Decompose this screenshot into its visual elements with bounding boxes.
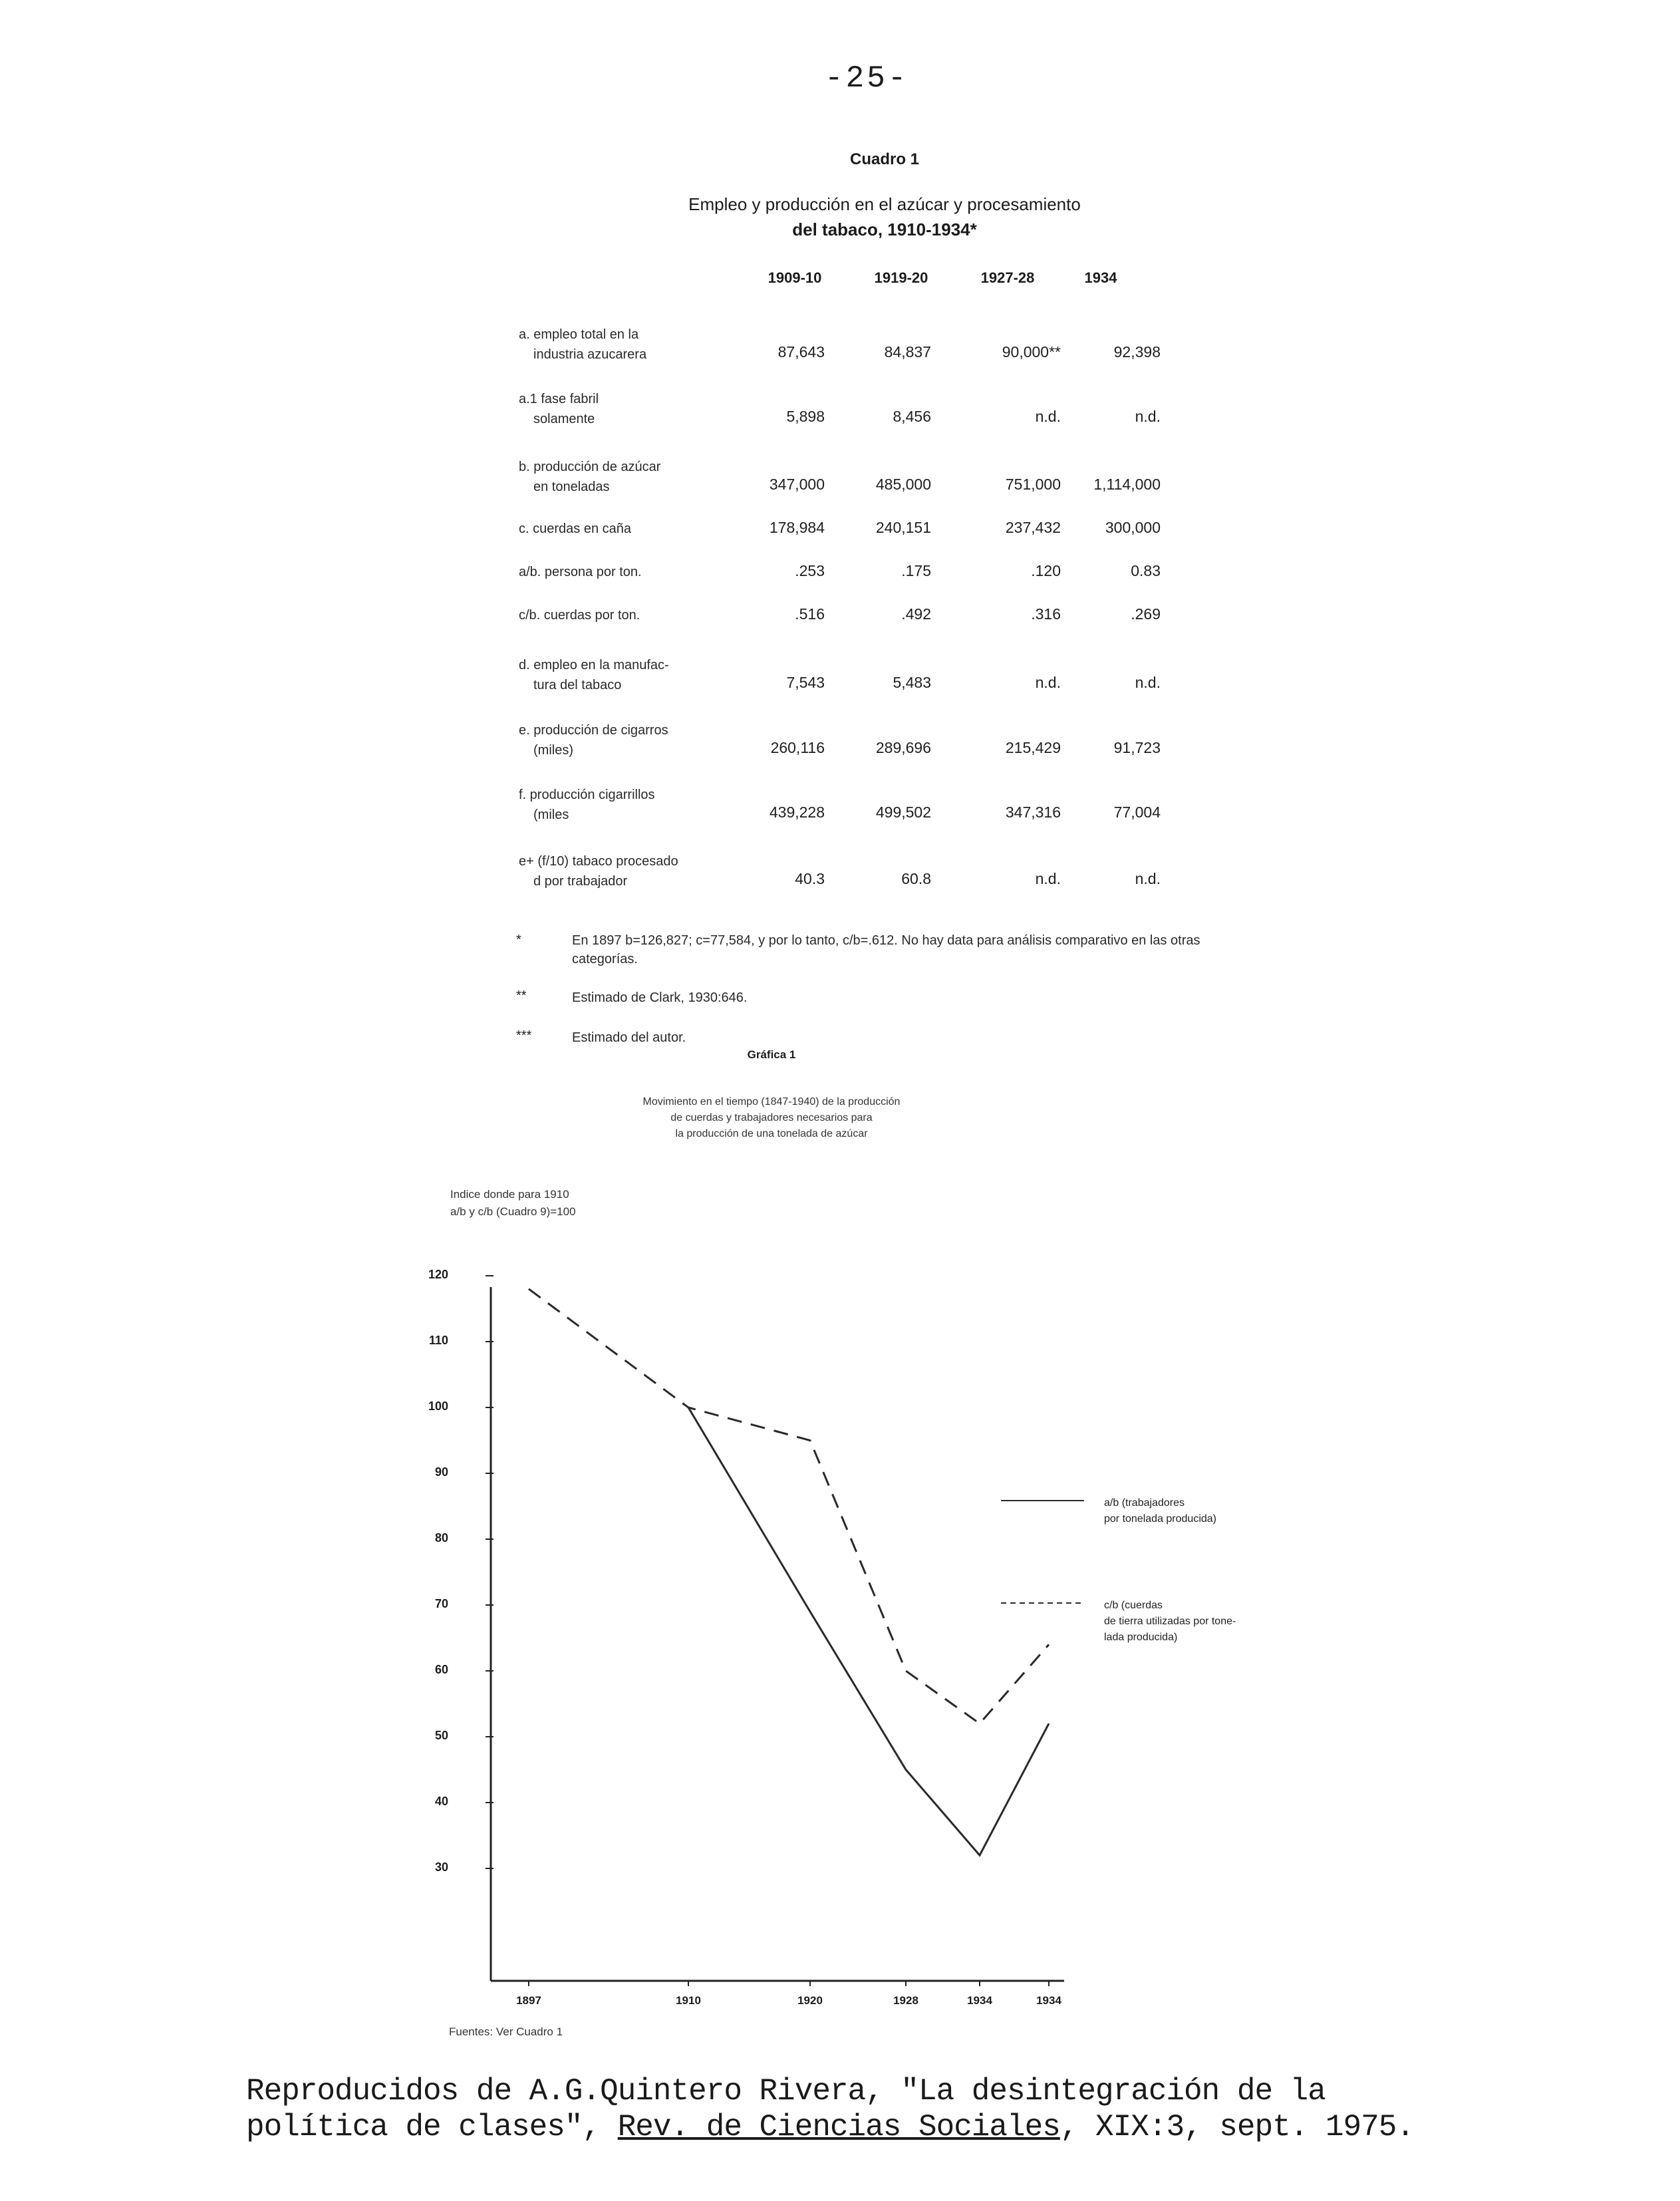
row-label-line: a/b. persona por ton. xyxy=(519,565,642,579)
y-axis-note: a/b y c/b (Cuadro 9)=100 xyxy=(450,1205,576,1218)
citation-text: política de clases", xyxy=(246,2110,618,2144)
y-tick-label: 60 xyxy=(434,1663,448,1676)
table-cell: n.d. xyxy=(1035,674,1061,691)
table-cell: 751,000 xyxy=(1005,476,1061,493)
table-cell: 237,432 xyxy=(1005,519,1061,536)
y-tick-label: 100 xyxy=(428,1399,448,1413)
table-cell: 60.8 xyxy=(901,870,931,887)
table-subtitle-years: del tabaco, 1910-1934* xyxy=(792,220,977,239)
row-label-line: (miles xyxy=(533,807,569,822)
table-cell: 92,398 xyxy=(1113,343,1161,361)
row-label-line: e. producción de cigarros xyxy=(519,723,668,738)
row-label-line: c. cuerdas en caña xyxy=(519,521,631,536)
row-label-line: d por trabajador xyxy=(533,874,628,889)
y-tick-label: 80 xyxy=(434,1531,448,1544)
y-tick-label: 90 xyxy=(434,1465,448,1479)
y-tick-label: 110 xyxy=(428,1334,448,1347)
legend-label: a/b (trabajadores xyxy=(1104,1497,1185,1509)
table-cell: 300,000 xyxy=(1105,519,1161,536)
page-number: -25- xyxy=(825,61,909,96)
table-cell: 84,837 xyxy=(884,343,931,361)
legend-cb xyxy=(1104,1598,1236,1646)
table-cell: 40.3 xyxy=(795,870,825,887)
row-label-line: c/b. cuerdas por ton. xyxy=(519,608,640,623)
column-header: 1919-20 xyxy=(874,269,928,286)
row-label-line: a.1 fase fabril xyxy=(519,392,599,406)
table-cell: 1,114,000 xyxy=(1093,476,1161,493)
table-cell: n.d. xyxy=(1035,870,1061,887)
x-tick-label: 1910 xyxy=(676,1994,701,2007)
row-label-line: f. producción cigarrillos xyxy=(519,788,655,802)
footnote-text: En 1897 b=126,827; c=77,584, y por lo tanto, c/b=.612. No hay data para análisis comparativo en las otras categorías. xyxy=(572,933,1200,966)
y-tick-label: 50 xyxy=(434,1729,448,1742)
row-label-line: tura del tabaco xyxy=(533,678,622,692)
x-tick-label: 1934 xyxy=(1036,1994,1061,2007)
row-label-line: industria azucarera xyxy=(533,347,647,362)
x-tick-label: 1928 xyxy=(893,1994,918,2007)
table-cell: 289,696 xyxy=(875,739,931,756)
y-axis-note: Indice donde para 1910 xyxy=(450,1188,569,1201)
table-cell: 90,000** xyxy=(1002,343,1061,361)
table-cell: .492 xyxy=(901,605,931,623)
table-cell: 347,316 xyxy=(1005,804,1061,821)
table-cell: 77,004 xyxy=(1113,804,1161,821)
row-label-line: en toneladas xyxy=(533,480,610,494)
table-cell: n.d. xyxy=(1135,408,1161,425)
footnote-text: Estimado del autor. xyxy=(572,1030,686,1045)
table-cell: n.d. xyxy=(1035,408,1061,425)
y-tick-label: 30 xyxy=(434,1860,448,1874)
table-cell: 7,543 xyxy=(786,674,825,691)
legend-label: de tierra utilizadas por tone- xyxy=(1104,1616,1236,1627)
journal-title: Rev. de Ciencias Sociales xyxy=(617,2110,1060,2144)
table-cell: 5,483 xyxy=(893,674,931,691)
legend-label: por tonelada producida) xyxy=(1104,1513,1217,1525)
table-cell: 240,151 xyxy=(875,519,931,536)
table-cell: 8,456 xyxy=(893,408,931,425)
legend-ab xyxy=(1104,1495,1216,1527)
row-label-line: b. producción de azúcar xyxy=(519,460,661,474)
table-cell: n.d. xyxy=(1135,870,1161,887)
table-cell: .120 xyxy=(1031,562,1061,579)
table-cell: 178,984 xyxy=(769,519,825,536)
legend-label: c/b (cuerdas xyxy=(1104,1600,1163,1611)
table-cell: 87,643 xyxy=(777,343,825,361)
column-header: 1934 xyxy=(1084,269,1117,286)
row-label-line: d. empleo en la manufac- xyxy=(519,658,669,672)
table-cell: 347,000 xyxy=(769,476,825,493)
legend-label: lada producida) xyxy=(1104,1632,1178,1643)
table-cell: .316 xyxy=(1031,605,1061,623)
y-tick-label: 70 xyxy=(434,1597,448,1610)
chart-title: Gráfica 1 xyxy=(747,1048,796,1061)
table-subtitle: Empleo y producción en el azúcar y procesamiento xyxy=(688,194,1081,214)
row-label-line: e+ (f/10) tabaco procesado xyxy=(519,854,678,869)
table-cell: .175 xyxy=(901,562,931,579)
row-label-line: (miles) xyxy=(533,743,573,758)
footnote-mark: ** xyxy=(516,988,527,1003)
table-cell: n.d. xyxy=(1135,674,1161,691)
source-note: Fuentes: Ver Cuadro 1 xyxy=(449,2025,563,2038)
table-cell: 485,000 xyxy=(875,476,931,493)
series-line-cb xyxy=(529,1289,1049,1723)
table-cell: 439,228 xyxy=(769,804,825,821)
column-header: 1927-28 xyxy=(980,269,1035,286)
table-cell: 0.83 xyxy=(1131,562,1161,579)
citation-text: , XIX:3, sept. 1975. xyxy=(1059,2110,1414,2144)
table-cell: 5,898 xyxy=(786,408,825,425)
table-cell: .269 xyxy=(1131,605,1161,623)
row-label-line: a. empleo total en la xyxy=(519,327,639,342)
table-title: Cuadro 1 xyxy=(849,150,919,168)
table-cell: 215,429 xyxy=(1005,739,1061,756)
footnote-mark: *** xyxy=(516,1028,532,1043)
table-cell: 499,502 xyxy=(875,804,931,821)
footnote-mark: * xyxy=(516,933,521,947)
citation-line: Reproducidos de A.G.Quintero Rivera, "La desintegración de la xyxy=(246,2074,1326,2109)
x-tick-label: 1920 xyxy=(797,1994,823,2007)
y-tick-label: 120 xyxy=(428,1268,448,1281)
table-cell: .516 xyxy=(795,605,825,623)
chart-subtitle: de cuerdas y trabajadores necesarios para xyxy=(670,1112,873,1123)
x-tick-label: 1897 xyxy=(516,1994,541,2007)
column-header: 1909-10 xyxy=(768,269,822,286)
x-tick-label: 1934 xyxy=(967,1994,992,2007)
chart-subtitle: la producción de una tonelada de azúcar xyxy=(675,1128,868,1139)
row-label-line: solamente xyxy=(533,412,595,426)
footnote-text: Estimado de Clark, 1930:646. xyxy=(572,990,748,1005)
table-cell: 260,116 xyxy=(770,739,825,756)
y-tick-label: 40 xyxy=(434,1795,448,1808)
citation-line xyxy=(246,2110,1414,2144)
table-cell: .253 xyxy=(795,562,825,579)
series-line-ab xyxy=(688,1407,1049,1855)
chart-subtitle: Movimiento en el tiempo (1847-1940) de la producción xyxy=(642,1096,901,1107)
table-cell: 91,723 xyxy=(1113,739,1161,756)
